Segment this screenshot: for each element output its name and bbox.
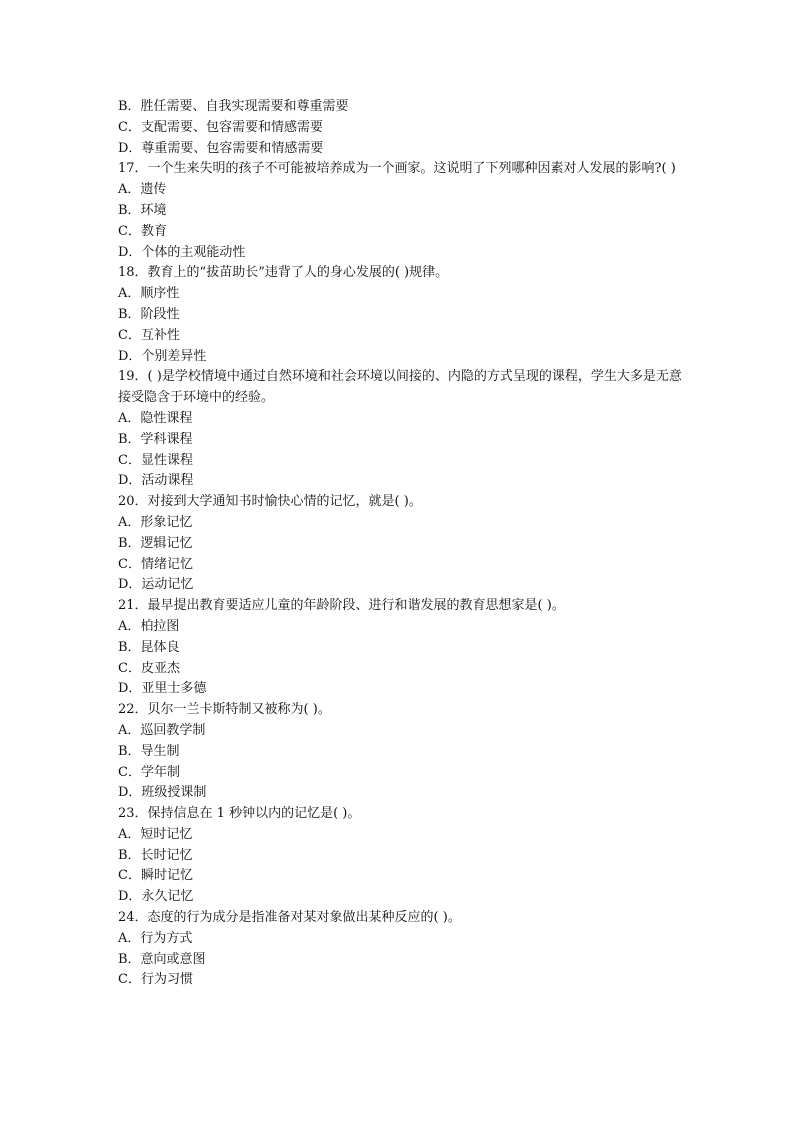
option-24-b: B．意向或意图: [118, 951, 206, 967]
question-19: 19．( )是学校情境中通过自然环境和社会环境以间接的、内隐的方式呈现的课程，学生大多是无意接受隐含于环境中的经验。: [118, 369, 682, 406]
option-22-c: C．学年制: [118, 764, 180, 780]
option-23-b: B．长时记忆: [118, 847, 193, 863]
option-19-a: A．隐性课程: [118, 410, 193, 426]
option-17-c: C．教育: [118, 223, 167, 239]
option-18-c: C．互补性: [118, 327, 180, 343]
option-20-c: C．情绪记忆: [118, 556, 193, 572]
question-23: 23．保持信息在 1 秒钟以内的记忆是( )。: [118, 806, 361, 822]
option-19-c: C．显性课程: [118, 452, 193, 468]
question-24: 24．态度的行为成分是指准备对某对象做出某种反应的( )。: [118, 910, 461, 926]
question-20: 20．对接到大学通知书时愉快心情的记忆，就是( )。: [118, 494, 422, 510]
question-17: 17．一个生来失明的孩子不可能被培养成为一个画家。这说明了下列哪种因素对人发展的影响?( ): [118, 161, 676, 177]
option-19-d: D．活动课程: [118, 473, 194, 489]
option-18-b: B．阶段性: [118, 306, 180, 322]
option-20-a: A．形象记忆: [118, 514, 193, 530]
option-19-b: B．学科课程: [118, 431, 193, 447]
option-23-a: A．短时记忆: [118, 826, 193, 842]
option-22-b: B．导生制: [118, 743, 180, 759]
option-22-a: A．巡回教学制: [118, 722, 206, 738]
option-20-d: D．运动记忆: [118, 577, 194, 593]
option-17-b: B．环境: [118, 202, 167, 218]
option-22-d: D．班级授课制: [118, 785, 207, 801]
option-18-d: D．个别差异性: [118, 348, 207, 364]
question-22: 22．贝尔一兰卡斯特制又被称为( )。: [118, 702, 331, 718]
question-21: 21．最早提出教育要适应儿童的年龄阶段、进行和谐发展的教育思想家是( )。: [118, 598, 565, 614]
option-16-c: C．支配需要、包容需要和情感需要: [118, 119, 323, 135]
option-21-c: C．皮亚杰: [118, 660, 180, 676]
option-21-b: B．昆体良: [118, 639, 180, 655]
option-23-c: C．瞬时记忆: [118, 868, 193, 884]
option-23-d: D．永久记忆: [118, 889, 194, 905]
option-16-b: B．胜任需要、自我实现需要和尊重需要: [118, 99, 349, 114]
option-16-d: D．尊重需要、包容需要和情感需要: [118, 140, 324, 156]
option-24-c: C．行为习惯: [118, 972, 193, 988]
option-20-b: B．逻辑记忆: [118, 535, 193, 551]
option-24-a: A．行为方式: [118, 930, 193, 946]
option-17-d: D．个体的主观能动性: [118, 244, 246, 260]
document-page: [118, 97, 684, 991]
question-18: 18．教育上的“拔苗助长”违背了人的身心发展的( )规律。: [118, 265, 449, 281]
option-17-a: A．遗传: [118, 182, 167, 198]
option-21-a: A．柏拉图: [118, 618, 180, 634]
option-21-d: D．亚里士多德: [118, 681, 207, 697]
option-18-a: A．顺序性: [118, 286, 180, 302]
